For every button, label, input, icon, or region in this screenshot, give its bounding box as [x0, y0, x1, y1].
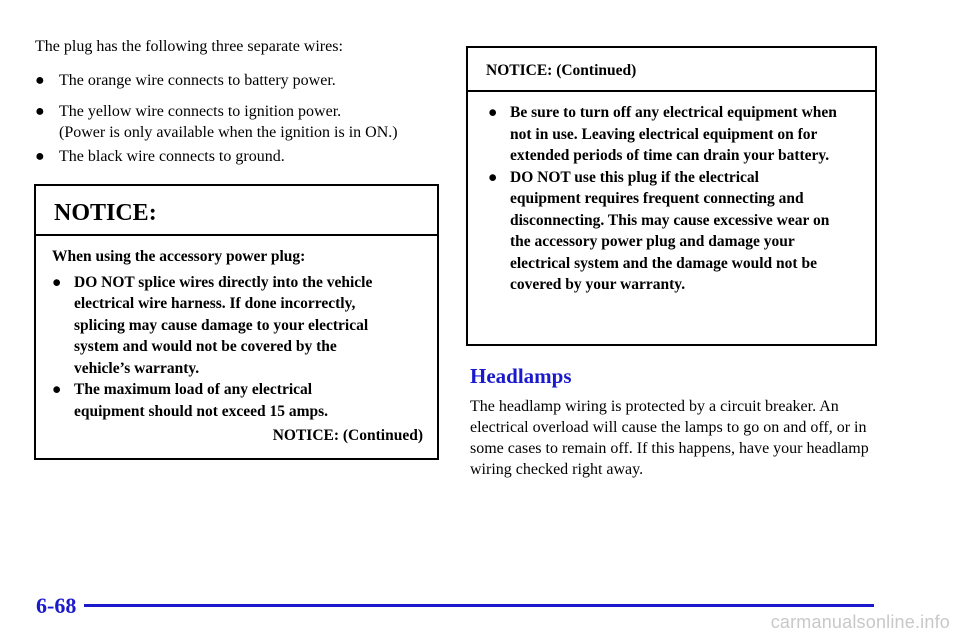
intro-text: The plug has the following three separate wires:: [35, 38, 343, 55]
notice-box: [34, 184, 439, 460]
watermark: carmanualsonline.info: [770, 612, 950, 632]
page-number: 6-68: [36, 593, 77, 618]
list-item: [35, 70, 445, 91]
bullet-icon: ●: [35, 148, 45, 165]
notice-body: [468, 92, 875, 296]
section-paragraph: The headlamp wiring is protected by a circuit breaker. An electrical overload will cause the lamps to go on and off, or in some cases to remain off. If this happens, have your headlamp wiring checked right away.: [470, 398, 869, 478]
list-item-text: The orange wire connects to battery power.: [59, 72, 336, 89]
list-item: [35, 146, 445, 167]
notice-title: NOTICE:: [36, 186, 437, 236]
bullet-icon: ●: [52, 273, 62, 291]
bullet-icon: ●: [488, 168, 498, 186]
bullet-icon: ●: [35, 72, 45, 89]
bullet-icon: ●: [52, 381, 62, 398]
notice-lead: When using the accessory power plug:: [52, 248, 306, 265]
notice-item: [488, 167, 861, 296]
footer-rule: [84, 604, 874, 607]
notice-continued-title: NOTICE: (Continued): [468, 48, 875, 92]
list-item: [35, 101, 445, 143]
section-title: Headlamps: [470, 364, 572, 388]
notice-continued-box: [466, 46, 877, 346]
notice-item-text: DO NOT splice wires directly into the vehicle electrical wire harness. If done incorrectly, splicing may cause damage to your electrical system and would not be covered by the vehicle’s warranty.: [74, 273, 373, 377]
notice-item: [52, 272, 423, 380]
notice-item-text: Be sure to turn off any electrical equipment when not in use. Leaving electrical equipment on for extended periods of time can drain your battery.: [510, 104, 837, 164]
list-item-note: (Power is only available when the ignition is in ON.): [59, 124, 398, 141]
notice-item: [488, 102, 861, 167]
bullet-icon: ●: [488, 104, 498, 121]
notice-continued: NOTICE: (Continued): [272, 427, 423, 444]
list-item-text: The yellow wire connects to ignition power.: [59, 103, 342, 120]
notice-item-text: The maximum load of any electrical equipment should not exceed 15 amps.: [74, 381, 329, 420]
notice-item: [52, 379, 423, 422]
list-item-text: The black wire connects to ground.: [59, 148, 285, 165]
notice-item-text: DO NOT use this plug if the electrical equipment requires frequent connecting and disconnecting. This may cause excessive wear on the accessory power plug and damage your electrical system and the damage would not be covered by your warranty.: [510, 168, 830, 293]
notice-body: [36, 236, 437, 447]
bullet-icon: ●: [35, 103, 45, 120]
